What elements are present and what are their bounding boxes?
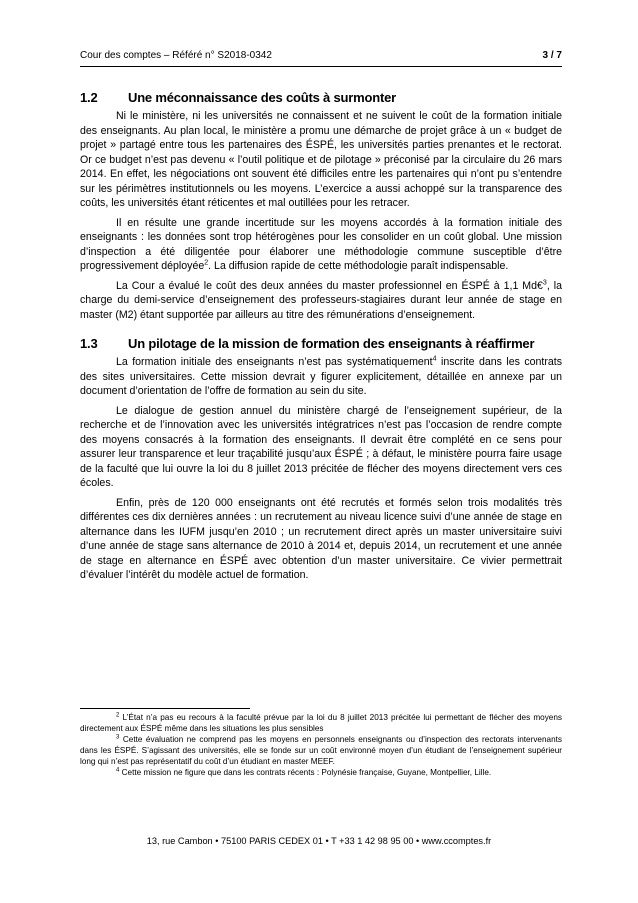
page-number: 3 / 7 — [542, 50, 562, 61]
section-heading-1-3 — [80, 336, 562, 351]
paragraph: La formation initiale des enseignants n’est pas systématiquement$^4$ inscrite dans les contrats des sites universitaires. Cette mission devrait y figurer explicitement, détaillée en annexe par un document d’orientation de l’offre de formation au sein du site. — [80, 355, 563, 397]
footnote-ref: 2 — [204, 259, 209, 267]
footnote: $^4$ Cette mission ne figure que dans les contrats récents : Polynésie française, Guyane, Montpellier, Lille. — [116, 767, 492, 777]
section-title: Un pilotage de la mission de formation des enseignants à réaffirmer — [128, 336, 535, 351]
paragraph: La Cour a évalué le coût des deux années du master professionnel en ÉSPÉ à 1,1 Md€$^3$, la charge du demi-service d’enseignement des professeurs-stagiaires durant leur année de stage en master (M2) étant supportée par ailleurs au titre des rémunérations d’enseignement. — [80, 278, 562, 321]
page-header — [80, 50, 562, 67]
section-number: 1.3 — [80, 336, 98, 351]
footnote-separator — [80, 708, 250, 709]
paragraph: Il en résulte une grande incertitude sur les moyens accordés à la formation initiale des enseignants : les données sont trop hétérogènes pour les consolider en un coût global. Une mission d’inspection a été diligentée pour élaborer une méthodologie commune susceptible d’être progressivement déployée$^2$. La diffusion rapide de cette méthodologie paraît indispensable. — [80, 216, 562, 272]
footnotes — [80, 712, 562, 778]
paragraph: Le dialogue de gestion annuel du ministère chargé de l’enseignement supérieur, de la recherche et de l’innovation avec les universités intégratrices n’est pas l’occasion de rendre compte des moyens consacrés à la formation des enseignants. Il devrait être complété en ce sens pour assurer leur transparence et leur traçabilité jusqu’aux ÉSPÉ ; à défaut, le ministère pourra faire usage de la faculté que lui ouvre la loi du 8 juillet 2013 précitée de flécher des moyens directement vers ces écoles. — [80, 404, 562, 489]
section-heading-1-2 — [80, 90, 562, 105]
footnote: $^3$ Cette évaluation ne comprend pas les moyens en personnels enseignants ou d’inspection des rectorats intervenants dans les ÉSPÉ. S’agissant des universités, elle se fonde sur un coût environné moyen d’un étudiant de l’enseignement supérieur long qui n’est pas représentatif du coût d’un étudiant en master MEEF. — [80, 734, 562, 766]
header-reference: Cour des comptes – Référé n° S2018-0342 — [80, 50, 272, 61]
footnote-ref: 3 — [542, 278, 547, 286]
paragraph: Ni le ministère, ni les universités ne connaissent et ne suivent le coût de la formation initiale des enseignants. Au plan local, le ministère a promu une démarche de projet grâce à un « budget de projet » partagé entre tous les partenaires des ÉSPÉ, les universités parties prenantes et le rectorat. Or ce budget n’est pas devenu « l’outil politique et de pilotage » préconisé par la circulaire du 26 mars 2014. En effet, les négociations ont souvent été difficiles entre les partenaires qui n’ont pu s’entendre sur les périmètres institutionnels ou les moyens. L’exercice a aussi achoppé sur la transparence des coûts, les universités étant réticentes et mal outillées pour les retracer. — [80, 110, 562, 209]
main-content — [80, 90, 562, 588]
section-number: 1.2 — [80, 90, 98, 105]
footnote-ref: 4 — [432, 355, 437, 363]
paragraph: Enfin, près de 120 000 enseignants ont été recrutés et formés selon trois modalités très différentes ces dix dernières années : un recrutement au niveau licence suivi d’une année de stage en alternance dans les IUFM jusqu’en 2010 ; un recrutement direct après un master universitaire suivi d’une année de stage sans alternance de 2010 à 2014 et, depuis 2014, un recrutement et une année de stage en alternance en ÉSPÉ avec obtention d’un master universitaire. Ce vivier permettrait d’évaluer l’intérêt du modèle actuel de formation. — [80, 496, 562, 581]
page-footer: 13, rue Cambon • 75100 PARIS CEDEX 01 • T +33 1 42 98 95 00 • www.ccomptes.fr — [146, 836, 492, 846]
footnote: $^2$ L’État n’a pas eu recours à la faculté prévue par la loi du 8 juillet 2013 précitée lui permettant de flécher des moyens directement aux ÉSPÉ même dans les situations les plus sensibles — [80, 712, 562, 733]
section-title: Une méconnaissance des coûts à surmonter — [128, 90, 396, 105]
